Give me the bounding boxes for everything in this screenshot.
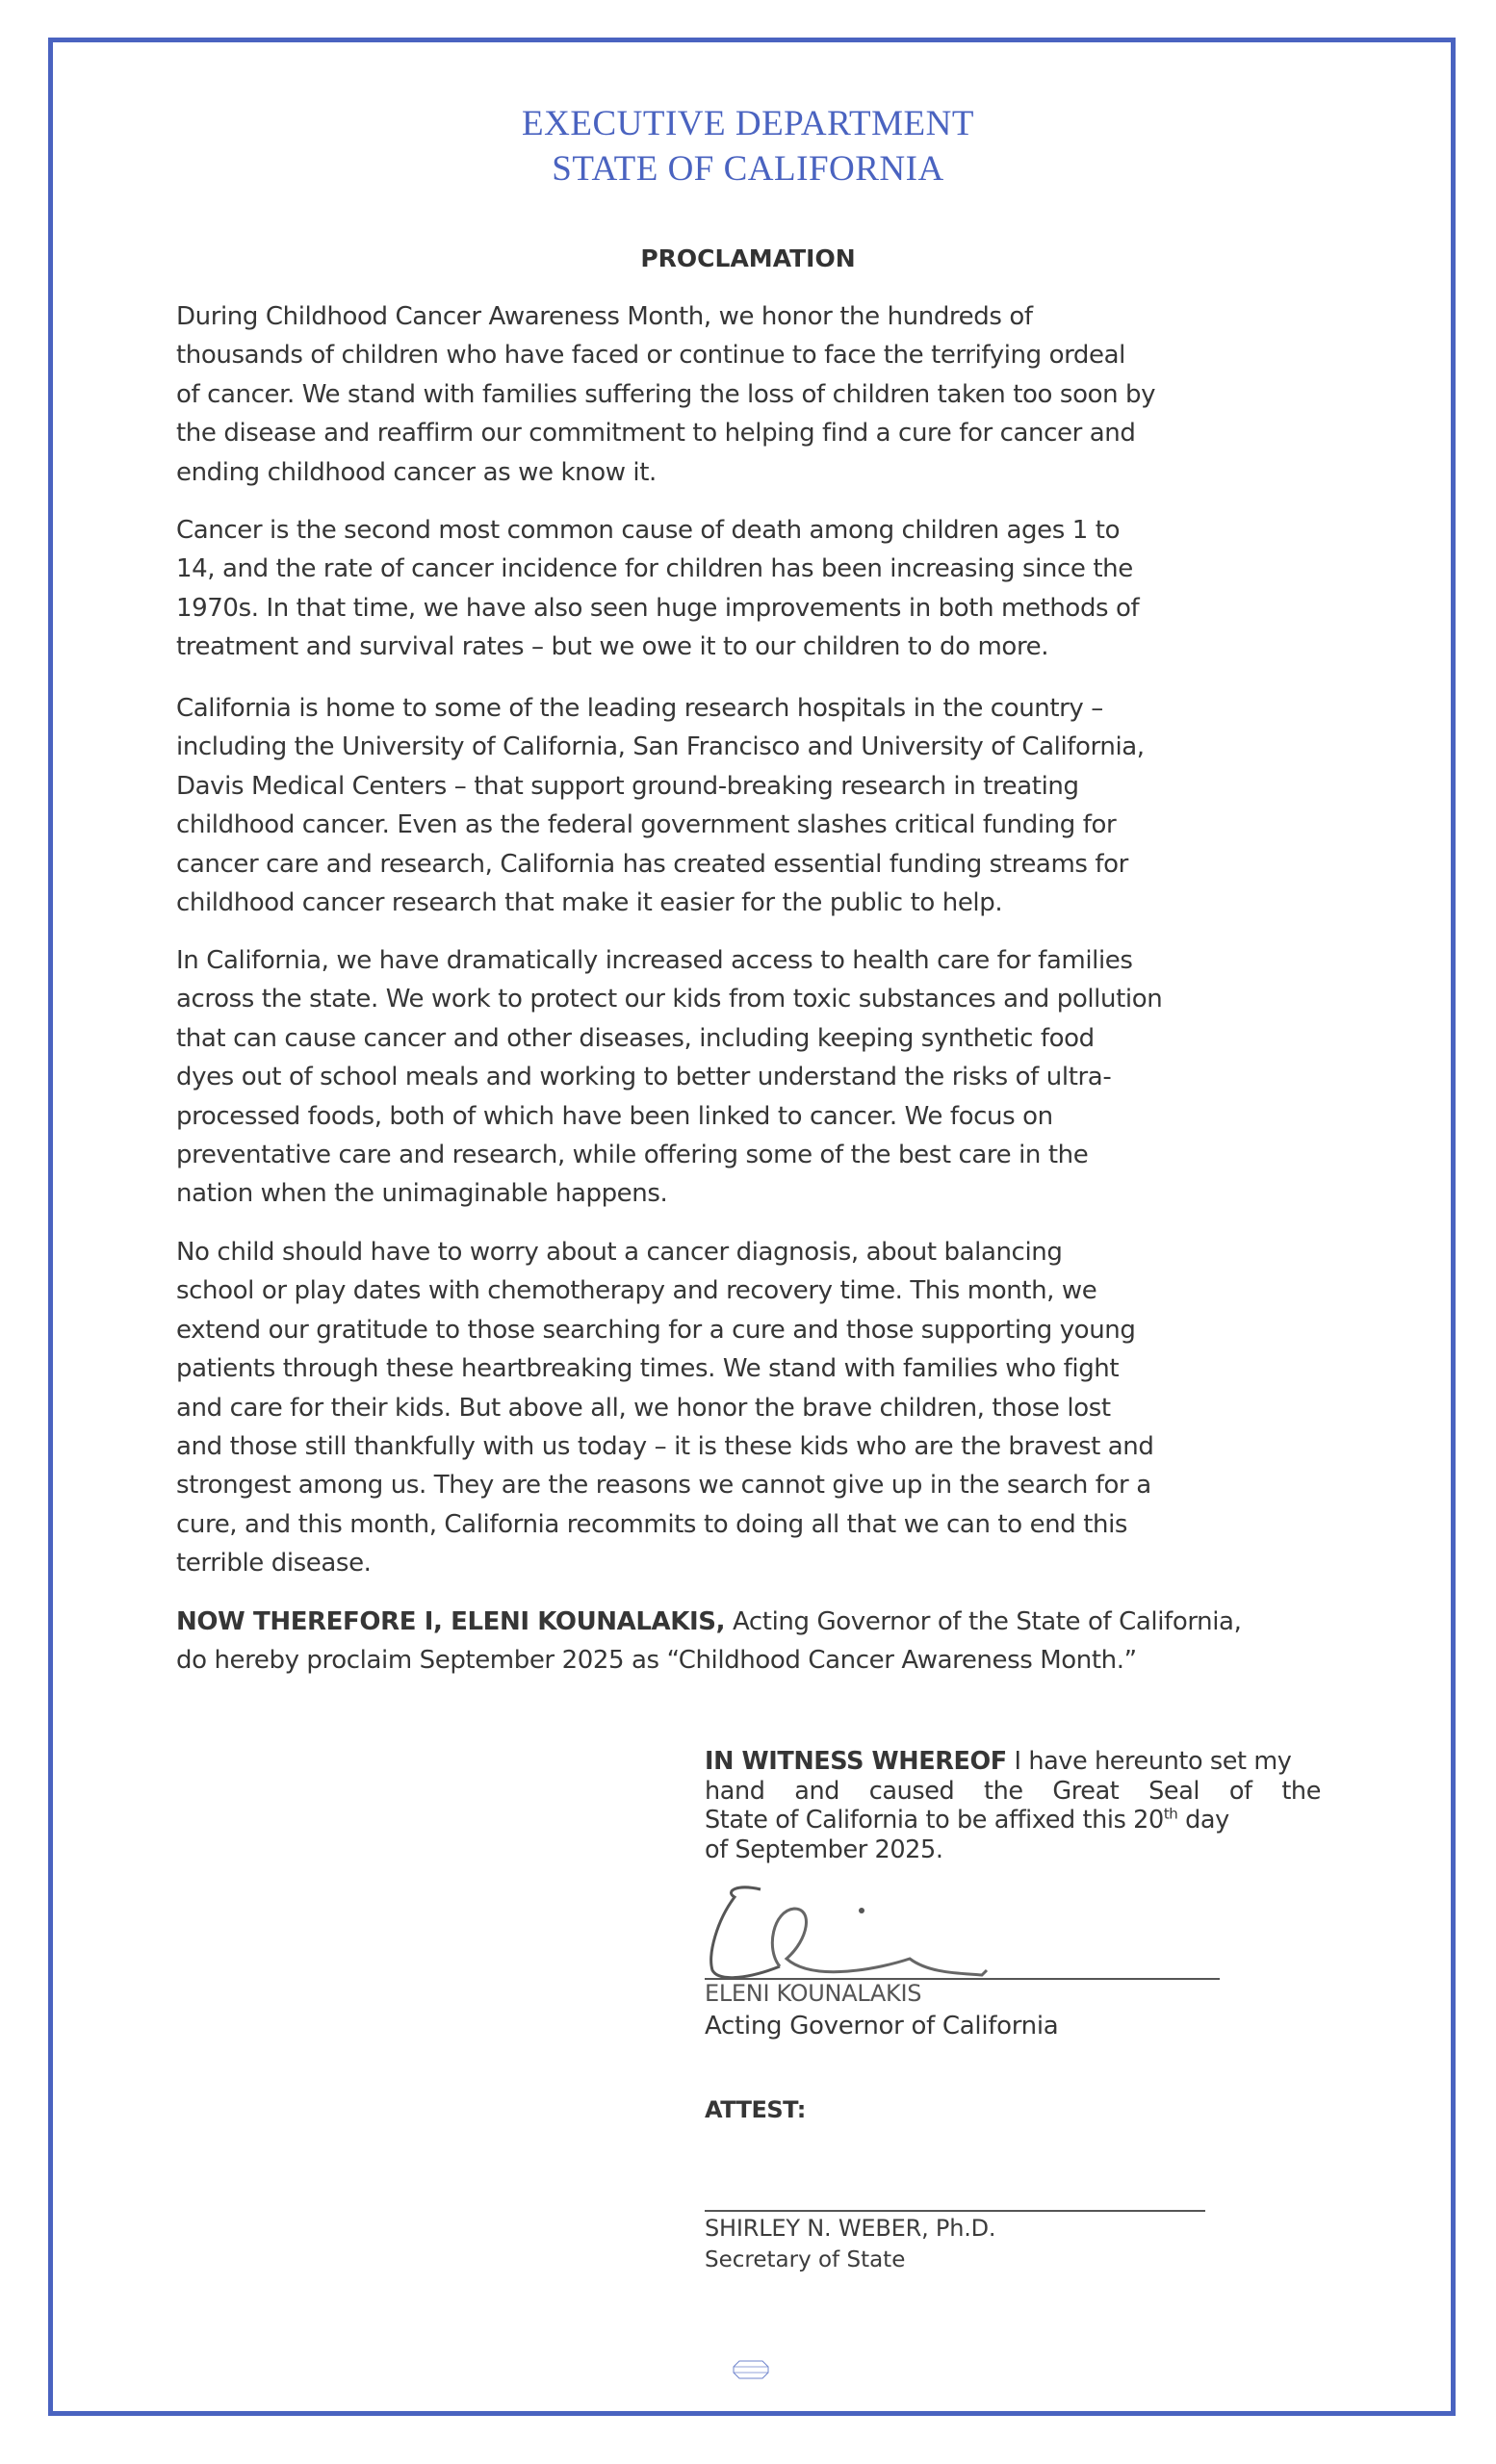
header-executive-department: EXECUTIVE DEPARTMENT <box>522 104 974 143</box>
text-fragment: State of California to be affixed this 20 <box>705 1806 1164 1835</box>
text-line: 14, and the rate of cancer incidence for children has been increasing since the <box>176 554 1133 584</box>
proclamation-clause <box>176 1603 1331 1681</box>
text-line: do hereby proclaim September 2025 as “Childhood Cancer Awareness Month.” <box>176 1646 1137 1676</box>
text-line: California is home to some of the leading research hospitals in the country – <box>176 694 1103 723</box>
text-line: strongest among us. They are the reasons we cannot give up in the search for a <box>176 1471 1151 1501</box>
text-line: childhood cancer. Even as the federal government slashes critical funding for <box>176 810 1117 840</box>
proclaimer-name: NOW THEREFORE I, ELENI KOUNALAKIS, <box>176 1607 726 1636</box>
text-line: nation when the unimaginable happens. <box>176 1179 668 1209</box>
text-line: across the state. We work to protect our kids from toxic substances and pollution <box>176 985 1163 1014</box>
text-line: thousands of children who have faced or continue to face the terrifying ordeal <box>176 341 1125 371</box>
header-state-of-california: STATE OF CALIFORNIA <box>552 149 944 189</box>
text-line: extend our gratitude to those searching for a cure and those supporting young <box>176 1315 1136 1345</box>
secretary-of-state-title: Secretary of State <box>705 2247 906 2272</box>
paragraph-3 <box>176 689 1331 922</box>
paragraph-2 <box>176 511 1331 667</box>
secretary-of-state-name: SHIRLEY N. WEBER, Ph.D. <box>705 2215 996 2242</box>
text-line: 1970s. In that time, we have also seen huge improvements in both methods of <box>176 593 1140 623</box>
text-line: hand and caused the Great Seal of the <box>705 1776 1321 1806</box>
text-line: the disease and reaffirm our commitment to helping find a cure for cancer and <box>176 419 1136 449</box>
text-line: cancer care and research, California has created essential funding streams for <box>176 849 1128 879</box>
text-fragment: Acting Governor of the State of California, <box>725 1607 1242 1636</box>
paragraph-1 <box>176 297 1331 492</box>
attest-label: ATTEST: <box>705 2096 806 2123</box>
union-label-icon <box>732 2359 770 2380</box>
paragraph-5 <box>176 1233 1331 1583</box>
governor-name: ELENI KOUNALAKIS <box>705 1980 922 2007</box>
text-line <box>705 1806 1321 1835</box>
paragraph-4 <box>176 941 1331 1214</box>
text-line <box>176 1603 1331 1641</box>
text-line: that can cause cancer and other diseases, including keeping synthetic food <box>176 1023 1095 1053</box>
text-fragment: day <box>1177 1806 1229 1835</box>
governor-signature-icon <box>708 1882 1025 1988</box>
text-line: ending childhood cancer as we know it. <box>176 457 657 487</box>
text-line <box>705 1747 1321 1777</box>
text-line: Davis Medical Centers – that support ground-breaking research in treating <box>176 771 1079 801</box>
text-line: cure, and this month, California recommits to doing all that we can to end this <box>176 1509 1128 1539</box>
ordinal-suffix: th <box>1163 1805 1178 1823</box>
witness-clause <box>705 1747 1321 1864</box>
text-line: No child should have to worry about a cancer diagnosis, about balancing <box>176 1238 1063 1267</box>
text-line: preventative care and research, while offering some of the best care in the <box>176 1141 1089 1170</box>
text-line: In California, we have dramatically increased access to health care for families <box>176 946 1133 975</box>
witness-lead: IN WITNESS WHEREOF <box>705 1747 1007 1776</box>
text-line: patients through these heartbreaking times. We stand with families who fight <box>176 1354 1120 1384</box>
document-title: PROCLAMATION <box>640 244 856 272</box>
governor-title: Acting Governor of California <box>705 2012 1059 2040</box>
text-line: including the University of California, San Francisco and University of California, <box>176 732 1145 762</box>
text-line: childhood cancer research that make it easier for the public to help. <box>176 888 1003 918</box>
text-line: dyes out of school meals and working to better understand the risks of ultra- <box>176 1063 1112 1092</box>
attest-signature-line <box>705 2210 1205 2212</box>
text-fragment: I have hereunto set my <box>1006 1747 1292 1776</box>
text-line: and care for their kids. But above all, we honor the brave children, those lost <box>176 1393 1111 1423</box>
text-line: of September 2025. <box>705 1835 943 1864</box>
text-line: terrible disease. <box>176 1549 372 1578</box>
text-line: treatment and survival rates – but we owe it to our children to do more. <box>176 632 1049 662</box>
text-line: Cancer is the second most common cause of death among children ages 1 to <box>176 516 1121 545</box>
text-line: During Childhood Cancer Awareness Month, we honor the hundreds of <box>176 302 1033 331</box>
text-line: and those still thankfully with us today – it is these kids who are the bravest and <box>176 1432 1154 1462</box>
text-line: of cancer. We stand with families suffering the loss of children taken too soon by <box>176 379 1156 409</box>
text-line: school or play dates with chemotherapy and recovery time. This month, we <box>176 1276 1097 1306</box>
text-line: processed foods, both of which have been linked to cancer. We focus on <box>176 1101 1053 1131</box>
